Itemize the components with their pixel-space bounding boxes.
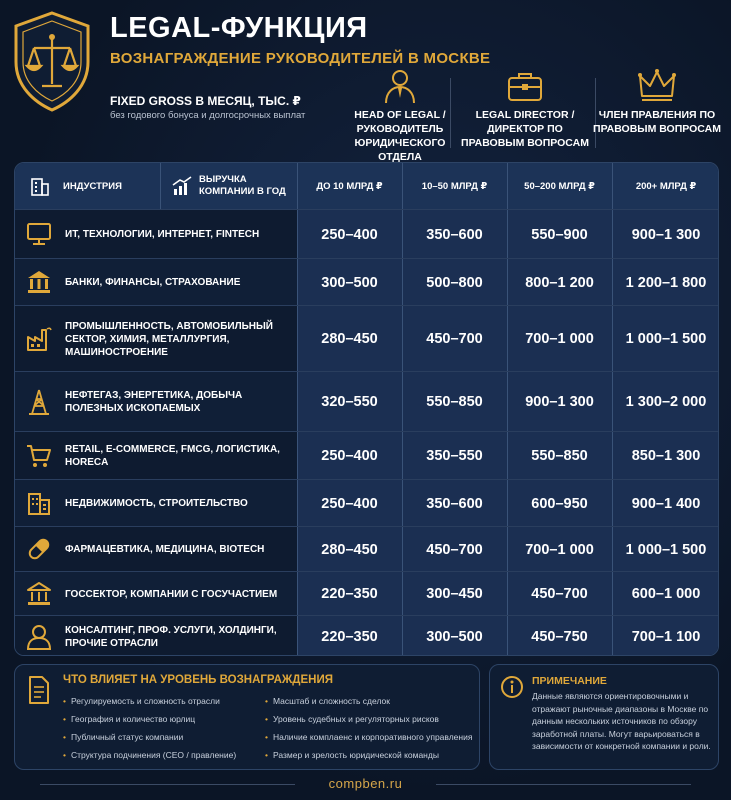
value-cell: 550–900 <box>531 226 588 243</box>
divider <box>402 163 403 209</box>
divider <box>297 306 298 371</box>
table-row <box>15 615 719 656</box>
buildings-icon <box>25 489 53 517</box>
value-cell: 450–700 <box>531 586 588 602</box>
value-cell: 250–400 <box>321 226 378 243</box>
value-cell: 350–600 <box>426 495 483 512</box>
industry-label: ИТ, ТЕХНОЛОГИИ, ИНТЕРНЕТ, FINTECH <box>65 229 260 240</box>
divider <box>402 527 403 571</box>
value-cell: 800–1 200 <box>525 274 594 291</box>
divider <box>507 210 508 258</box>
divider <box>297 372 298 431</box>
divider <box>507 306 508 371</box>
table-row <box>15 571 719 615</box>
info-icon <box>500 675 524 699</box>
table-row <box>15 431 719 479</box>
divider <box>507 616 508 656</box>
value-cell: 700–1 100 <box>631 629 701 645</box>
divider <box>507 480 508 526</box>
value-cell: 850–1 300 <box>631 448 701 464</box>
divider <box>297 259 298 305</box>
table-row <box>15 305 719 371</box>
value-cell: 1 000–1 500 <box>625 331 707 347</box>
role-board-member <box>592 68 722 136</box>
table-header <box>15 163 719 209</box>
divider <box>612 306 613 371</box>
role-head-of-legal <box>335 68 465 164</box>
value-cell: 900–1 300 <box>525 394 594 410</box>
factor-item: • Уровень судебных и регуляторных рисков <box>265 714 439 724</box>
header-industry: ИНДУСТРИЯ <box>63 180 122 192</box>
divider <box>297 616 298 656</box>
table-row <box>15 209 719 258</box>
divider <box>612 163 613 209</box>
header-revenue: ВЫРУЧКА КОМПАНИИ В ГОД <box>199 174 286 197</box>
divider <box>402 480 403 526</box>
role-label: ЧЛЕН ПРАВЛЕНИЯ ПО ПРАВОВЫМ ВОПРОСАМ <box>593 109 721 135</box>
oil-rig-icon <box>25 388 53 416</box>
industry-label: НЕФТЕГАЗ, ЭНЕРГЕТИКА, ДОБЫЧА ПОЛЕЗНЫХ ИСКОПАЕМЫХ <box>65 390 243 414</box>
value-cell: 300–500 <box>426 629 483 645</box>
role-label: HEAD OF LEGAL / РУКОВОДИТЕЛЬ ЮРИДИЧЕСКОГО ОТДЕЛА <box>354 109 446 163</box>
footer-link[interactable]: compben.ru <box>328 776 403 791</box>
header-band: 50–200 МЛРД ₽ <box>524 180 595 192</box>
header-band: 10–50 МЛРД ₽ <box>421 180 488 192</box>
factor-item: • Структура подчинения (CEO / правление) <box>63 750 237 760</box>
value-cell: 220–350 <box>321 586 378 602</box>
value-cell: 550–850 <box>531 448 588 464</box>
value-cell: 1 300–2 000 <box>625 394 707 410</box>
pill-icon <box>25 535 53 563</box>
document-icon <box>27 675 51 705</box>
divider <box>297 572 298 615</box>
value-cell: 300–500 <box>321 274 378 291</box>
value-cell: 550–850 <box>426 394 483 410</box>
divider <box>507 259 508 305</box>
value-cell: 350–550 <box>426 448 483 464</box>
factor-item: • География и количество юрлиц <box>63 714 196 724</box>
industry-label: БАНКИ, ФИНАНСЫ, СТРАХОВАНИЕ <box>65 277 241 288</box>
value-cell: 300–450 <box>426 586 483 602</box>
value-cell: 220–350 <box>321 629 378 645</box>
value-cell: 700–1 000 <box>525 541 594 558</box>
value-cell: 250–400 <box>321 495 378 512</box>
person-icon <box>383 68 417 104</box>
divider <box>612 527 613 571</box>
computer-icon <box>25 220 53 248</box>
divider <box>507 163 508 209</box>
building-icon <box>29 175 51 197</box>
value-cell: 500–800 <box>426 274 483 291</box>
table-row <box>15 526 719 571</box>
divider <box>612 480 613 526</box>
factor-item: • Масштаб и сложность сделок <box>265 696 390 706</box>
gross-title: FIXED GROSS В МЕСЯЦ, ТЫС. ₽ <box>110 94 301 108</box>
divider <box>507 572 508 615</box>
divider <box>402 210 403 258</box>
industry-label: ФАРМАЦЕВТИКА, МЕДИЦИНА, BIOTECH <box>65 544 265 555</box>
value-cell: 600–950 <box>531 495 588 512</box>
value-cell: 900–1 300 <box>631 226 701 243</box>
value-cell: 350–600 <box>426 226 483 243</box>
factor-item: • Регулируемость и сложность отрасли <box>63 696 220 706</box>
note-text: Данные являются ориентировочными и отражают рыночные диапазоны в Москве по данным нескольких источников по обзору заработной платы. Могут варьироваться в зависимости от конкретной компании и роли. <box>532 691 711 751</box>
divider <box>402 306 403 371</box>
gross-note: без годового бонуса и долгосрочных выплат <box>110 110 306 121</box>
divider <box>160 163 161 209</box>
briefcase-icon <box>506 68 544 104</box>
factor-item: • Публичный статус компании <box>63 732 184 742</box>
value-cell: 450–750 <box>531 629 588 645</box>
divider <box>612 432 613 479</box>
divider <box>507 432 508 479</box>
page-title: LEGAL-ФУНКЦИЯ <box>110 12 368 44</box>
scales-shield-logo <box>12 10 92 114</box>
factors-box <box>14 664 480 770</box>
divider <box>297 163 298 209</box>
divider <box>612 372 613 431</box>
header-band: ДО 10 МЛРД ₽ <box>316 180 383 192</box>
divider <box>507 372 508 431</box>
note-box <box>489 664 719 770</box>
value-cell: 280–450 <box>321 331 378 347</box>
industry-label: КОНСАЛТИНГ, ПРОФ. УСЛУГИ, ХОЛДИНГИ, ПРОЧИЕ ОТРАСЛИ <box>65 625 277 649</box>
industry-label: ПРОМЫШЛЕННОСТЬ, АВТОМОБИЛЬНЫЙ СЕКТОР, ХИМИЯ, МЕТАЛЛУРГИЯ, МАШИНОСТРОЕНИЕ <box>65 320 273 358</box>
header-band: 200+ МЛРД ₽ <box>635 180 697 192</box>
salary-table <box>14 162 719 656</box>
industry-label: RETAIL, E-COMMERCE, FMCG, ЛОГИСТИКА, HORECA <box>65 444 280 468</box>
divider <box>402 372 403 431</box>
crown-icon <box>638 68 676 104</box>
divider <box>297 480 298 526</box>
note-title: ПРИМЕЧАНИЕ <box>532 675 607 687</box>
divider <box>297 527 298 571</box>
value-cell: 320–550 <box>321 394 378 410</box>
divider <box>402 259 403 305</box>
divider <box>612 210 613 258</box>
value-cell: 700–1 000 <box>525 331 594 347</box>
table-row <box>15 371 719 431</box>
industry-label: НЕДВИЖИМОСТЬ, СТРОИТЕЛЬСТВО <box>65 498 248 509</box>
bank-icon <box>25 268 53 296</box>
factory-icon <box>25 325 53 353</box>
growth-chart-icon <box>171 175 193 197</box>
factor-item: • Размер и зрелость юридической команды <box>265 750 439 760</box>
factor-item: • Наличие комплаенс и корпоративного управления <box>265 732 473 742</box>
value-cell: 1 000–1 500 <box>625 541 707 558</box>
divider <box>612 616 613 656</box>
page-subtitle: ВОЗНАГРАЖДЕНИЕ РУКОВОДИТЕЛЕЙ В МОСКВЕ <box>110 50 491 67</box>
divider <box>450 78 451 148</box>
role-legal-director <box>460 68 590 150</box>
person-icon <box>25 623 53 651</box>
value-cell: 280–450 <box>321 541 378 558</box>
industry-label: ГОССЕКТОР, КОМПАНИИ С ГОСУЧАСТИЕМ <box>65 588 278 600</box>
divider <box>402 616 403 656</box>
value-cell: 450–700 <box>426 331 483 347</box>
divider <box>297 432 298 479</box>
value-cell: 900–1 400 <box>631 495 701 512</box>
role-label: LEGAL DIRECTOR / ДИРЕКТОР ПО ПРАВОВЫМ ВОПРОСАМ <box>461 109 589 149</box>
value-cell: 250–400 <box>321 448 378 464</box>
table-row <box>15 479 719 526</box>
divider <box>402 572 403 615</box>
divider <box>297 210 298 258</box>
value-cell: 450–700 <box>426 541 483 558</box>
table-row <box>15 258 719 305</box>
value-cell: 600–1 000 <box>631 586 701 602</box>
factors-title: ЧТО ВЛИЯЕТ НА УРОВЕНЬ ВОЗНАГРАЖДЕНИЯ <box>63 674 333 686</box>
divider <box>612 572 613 615</box>
government-icon <box>25 580 53 608</box>
divider <box>402 432 403 479</box>
cart-icon <box>25 442 53 470</box>
divider <box>612 259 613 305</box>
value-cell: 1 200–1 800 <box>625 274 707 291</box>
divider <box>507 527 508 571</box>
